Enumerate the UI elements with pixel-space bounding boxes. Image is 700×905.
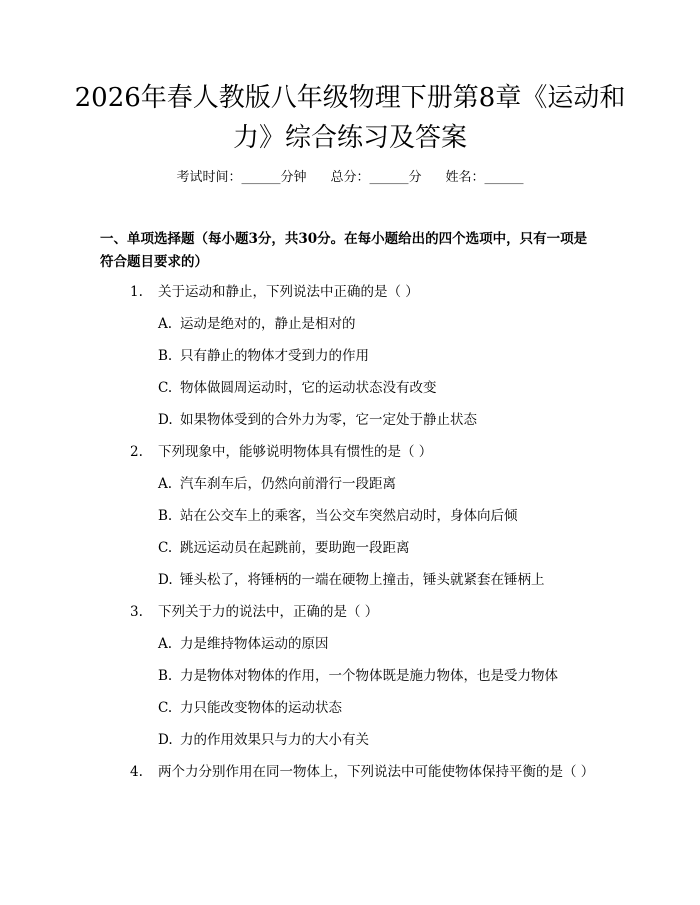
option-letter: D. bbox=[158, 572, 173, 588]
question-2-option-c bbox=[158, 536, 598, 560]
option-text: 力的作用效果只与力的大小有关 bbox=[180, 732, 369, 748]
option-text: 物体做圆周运动时，它的运动状态没有改变 bbox=[180, 380, 437, 396]
question-1-option-a bbox=[158, 312, 598, 336]
option-letter: D. bbox=[158, 732, 173, 748]
option-text: 站在公交车上的乘客，当公交车突然启动时，身体向后倾 bbox=[180, 508, 518, 524]
section-heading: 一、单项选择题（每小题3分，共30分。在每小题给出的四个选项中，只有一项是符合题目要求的） bbox=[100, 231, 588, 270]
question-1-option-d bbox=[158, 408, 598, 432]
question-number: 4. bbox=[130, 764, 143, 780]
option-letter: A. bbox=[158, 316, 173, 332]
option-letter: C. bbox=[158, 380, 173, 396]
question-4 bbox=[100, 760, 600, 784]
question-number: 3. bbox=[130, 604, 143, 620]
question-2-option-b bbox=[158, 504, 598, 528]
question-2-option-a bbox=[158, 472, 598, 496]
option-text: 汽车刹车后，仍然向前滑行一段距离 bbox=[180, 476, 396, 492]
total-score-field: 总分：______分 bbox=[330, 170, 422, 185]
question-3 bbox=[130, 600, 600, 624]
option-text: 运动是绝对的，静止是相对的 bbox=[180, 316, 356, 332]
question-text: 关于运动和静止，下列说法中正确的是（ ） bbox=[158, 284, 419, 300]
option-letter: A. bbox=[158, 476, 173, 492]
question-1-option-c bbox=[158, 376, 598, 400]
option-letter: C. bbox=[158, 700, 173, 716]
question-2 bbox=[130, 440, 600, 464]
option-letter: B. bbox=[158, 668, 173, 684]
option-text: 力是维持物体运动的原因 bbox=[180, 636, 329, 652]
question-2-option-d bbox=[158, 568, 598, 592]
question-number: 1. bbox=[130, 284, 143, 300]
question-1-option-b bbox=[158, 344, 598, 368]
question-text: 下列现象中，能够说明物体具有惯性的是（ ） bbox=[158, 444, 433, 460]
option-text: 跳远运动员在起跳前，要助跑一段距离 bbox=[180, 540, 410, 556]
exam-meta bbox=[0, 168, 700, 188]
exam-time-field: 考试时间：______分钟 bbox=[176, 170, 307, 185]
option-letter: A. bbox=[158, 636, 173, 652]
question-3-option-c bbox=[158, 696, 598, 720]
option-text: 力是物体对物体的作用，一个物体既是施力物体，也是受力物体 bbox=[180, 668, 558, 684]
option-text: 力只能改变物体的运动状态 bbox=[180, 700, 342, 716]
student-name-field: 姓名：______ bbox=[445, 170, 524, 185]
option-letter: B. bbox=[158, 508, 173, 524]
option-text: 锤头松了，将锤柄的一端在硬物上撞击，锤头就紧套在锤柄上 bbox=[180, 572, 545, 588]
question-3-option-d bbox=[158, 728, 598, 752]
question-3-option-b bbox=[158, 664, 598, 688]
option-letter: D. bbox=[158, 412, 173, 428]
option-text: 只有静止的物体才受到力的作用 bbox=[180, 348, 369, 364]
option-letter: C. bbox=[158, 540, 173, 556]
question-number: 2. bbox=[130, 444, 143, 460]
question-3-option-a bbox=[158, 632, 598, 656]
question-text: 两个力分别作用在同一物体上，下列说法中可能使物体保持平衡的是（ ） bbox=[158, 764, 595, 780]
document-title: 2026年春人教版八年级物理下册第8章《运动和力》综合练习及答案 bbox=[74, 83, 626, 153]
question-1 bbox=[130, 280, 600, 304]
option-letter: B. bbox=[158, 348, 173, 364]
question-text: 下列关于力的说法中，正确的是（ ） bbox=[158, 604, 379, 620]
option-text: 如果物体受到的合外力为零，它一定处于静止状态 bbox=[180, 412, 477, 428]
